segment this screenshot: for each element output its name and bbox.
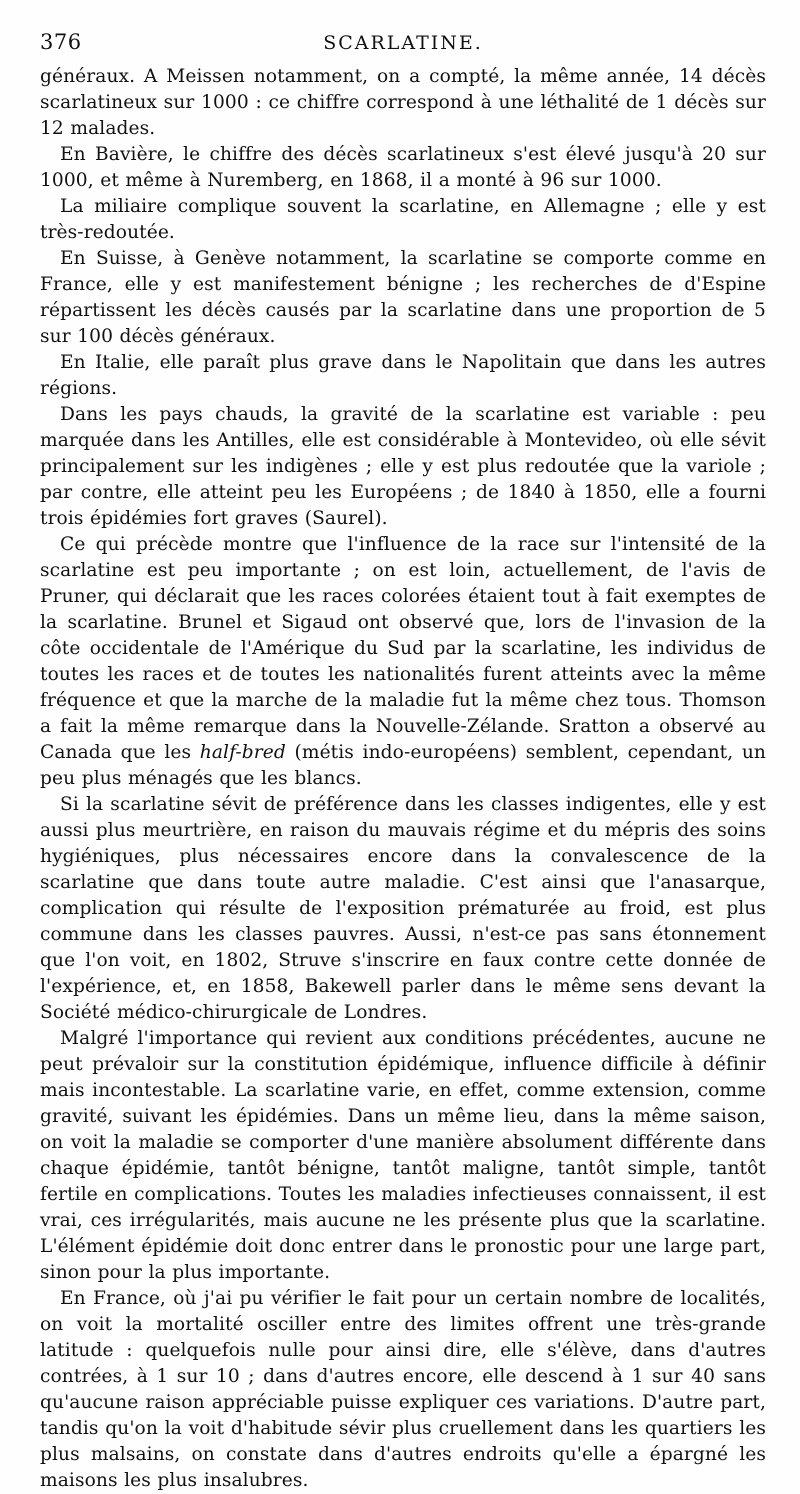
paragraph-miliaire: La miliaire complique souvent la scarlatine, en Allemagne ; elle y est très-redoutée.: [40, 196, 766, 243]
paragraph-constitution-epidemique: Malgré l'importance qui revient aux conditions précédentes, aucune ne peut prévaloir sur la constitution épidémique, influence difficile à définir mais incontestable. La scarlatine varie, en effet, comme extension, comme gravité, suivant les épidémies. Dans un même lieu, dans la même saison, on voit la maladie se comporter d'une manière absolument différente dans chaque épidémie, tantôt bénigne, tantôt maligne, tantôt simple, tantôt fertile en complications. Toutes les maladies infectieuses connaissent, il est vrai, ces irrégularités, mais aucune ne les présente plus que la scarlatine. L'élément épidémie doit donc entrer dans le pronostic pour une large part, sinon pour la plus importante.: [40, 1028, 766, 1283]
body-text: [40, 64, 766, 1494]
italic-term-half-bred: half-bred: [199, 742, 286, 763]
paragraph-italie: En Italie, elle paraît plus grave dans le Napolitain que dans les autres régions.: [40, 352, 766, 399]
paragraph-classes-indigentes: Si la scarlatine sévit de préférence dans les classes indigentes, elle y est aussi plus meurtrière, en raison du mauvais régime et du mépris des soins hygiéniques, plus nécessaires encore dans la convalescence de la scarlatine que dans toute autre maladie. C'est ainsi que l'anasarque, complication qui résulte de l'exposition prématurée au froid, est plus commune dans les classes pauvres. Aussi, n'est-ce pas sans étonnement que l'on voit, en 1802, Struve s'inscrire en faux contre cette donnée de l'expérience, et, en 1858, Bakewell parler dans le même sens devant la Société médico-chirurgicale de Londres.: [40, 794, 766, 1023]
page-header: [40, 30, 766, 60]
page-number: 376: [40, 30, 82, 54]
paragraph-race-text-before: Ce qui précède montre que l'influence de la race sur l'intensité de la scarlatine est peu importante ; on est loin, actuellement, de l'avis de Pruner, qui déclarait que les races colorées étaient tout à fait exemptes de la scarlatine. Brunel et Sigaud ont observé que, lors de l'invasion de la côte occidentale de l'Amérique du Sud par la scarlatine, les individus de toutes les races et de toutes les nationalités furent atteints avec la même fréquence et que la marche de la maladie fut la même chez tous. Thomson a fait la même remarque dans la Nouvelle-Zélande. Sratton a observé au Canada que les: [40, 534, 766, 763]
paragraph-meissen: généraux. A Meissen notamment, on a compté, la même année, 14 décès scarlatineux sur 1000 : ce chiffre correspond à une léthalité de 1 décès sur 12 malades.: [40, 66, 766, 139]
paragraph-baviere: En Bavière, le chiffre des décès scarlatineux s'est élevé jusqu'à 20 sur 1000, et même à Nuremberg, en 1868, il a monté à 96 sur 1000.: [40, 144, 766, 191]
running-title: SCARLATINE.: [323, 32, 483, 54]
paragraph-race-text-after: (métis indo-européens) semblent, cependant, un peu plus ménagés que les blancs.: [40, 742, 766, 789]
paragraph-suisse: En Suisse, à Genève notamment, la scarlatine se comporte comme en France, elle y est manifestement bénigne ; les recherches de d'Espine répartissent les décès causés par la scarlatine dans une proportion de 5 sur 100 décès généraux.: [40, 248, 766, 347]
paragraph-france: En France, où j'ai pu vérifier le fait pour un certain nombre de localités, on voit la mortalité osciller entre des limites offrent une très-grande latitude : quelquefois nulle pour ainsi dire, elle s'élève, dans d'autres contrées, à 1 sur 10 ; dans d'autres encore, elle descend à 1 sur 40 sans qu'aucune raison appréciable puisse expliquer ces variations. D'autre part, tandis qu'on la voit d'habitude sévir plus cruellement dans les quartiers les plus malsains, on constate dans d'autres endroits qu'elle a épargné les maisons les plus insalubres.: [40, 1288, 766, 1491]
paragraph-pays-chauds: Dans les pays chauds, la gravité de la scarlatine est variable : peu marquée dans les Antilles, elle est considérable à Montevideo, où elle sévit principalement sur les indigènes ; elle y est plus redoutée que la variole ; par contre, elle atteint peu les Européens ; de 1840 à 1850, elle a fourni trois épidémies fort graves (Saurel).: [40, 404, 766, 529]
paragraph-race: [40, 532, 766, 792]
